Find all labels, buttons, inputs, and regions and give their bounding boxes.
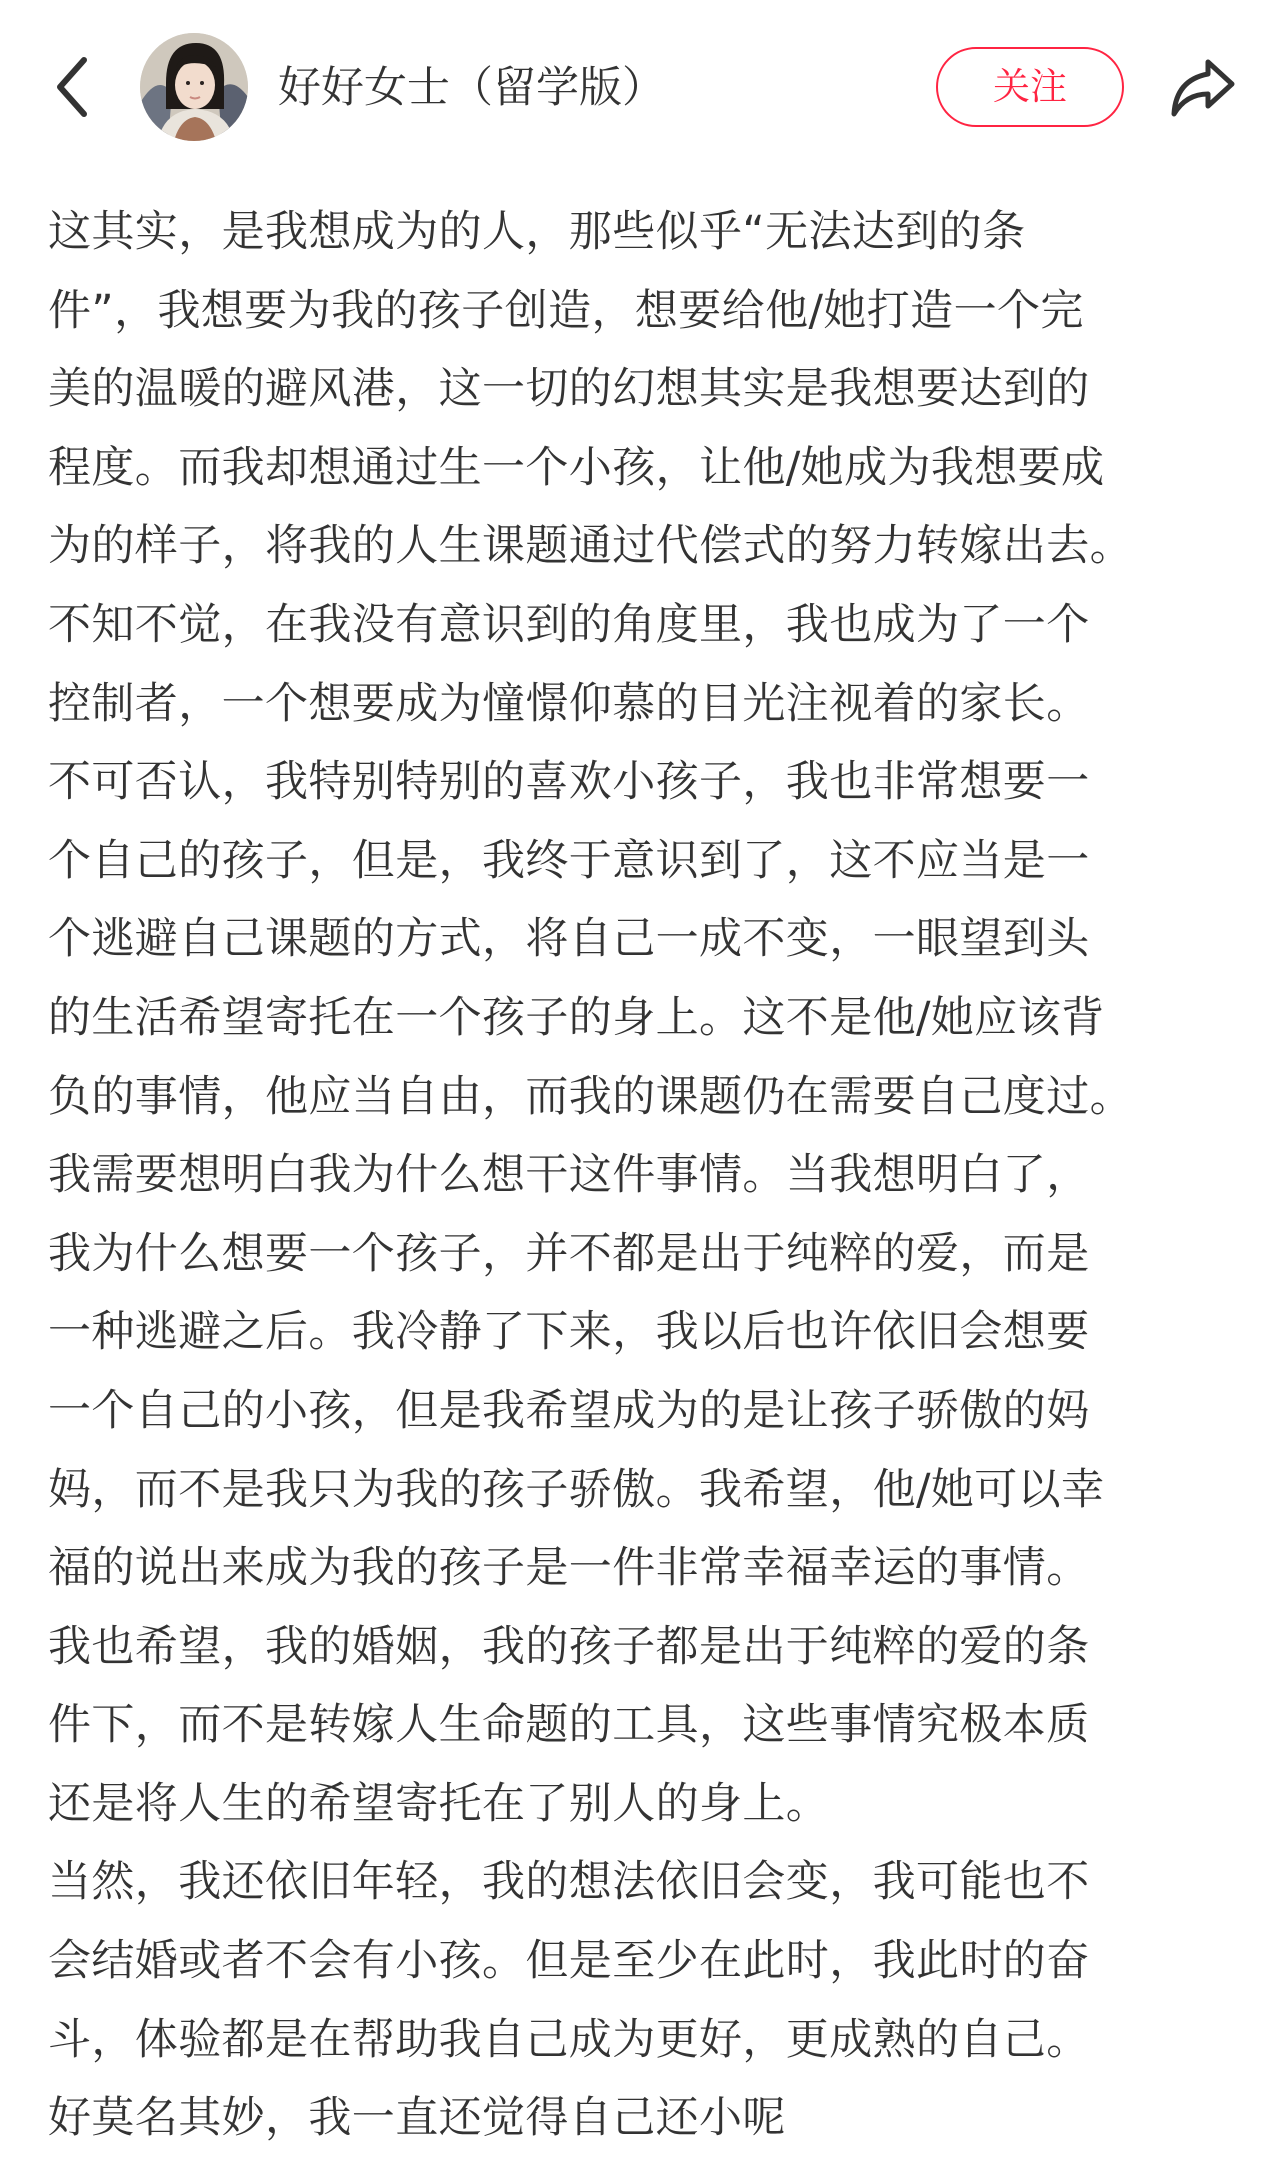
note-body: [48, 193, 1248, 2158]
text-line: 斗，体验都是在帮助我自己成为更好，更成熟的自己。: [48, 2014, 1090, 2065]
text-line: 件”，我想要为我的孩子创造，想要给他/她打造一个完: [48, 285, 1084, 336]
chevron-left-icon: [50, 52, 96, 122]
text-line: 这其实，是我想成为的人，那些似乎“无法达到的条: [48, 207, 1026, 257]
text-line: 负的事情，他应当自由，而我的课题仍在需要自己度过。: [48, 1071, 1133, 1122]
text-line: 件下，而不是转嫁人生命题的工具，这些事情究极本质: [48, 1700, 1090, 1751]
text-line: 还是将人生的希望寄托在了别人的身上。: [48, 1778, 830, 1829]
text-line: 美的温暖的避风港，这一切的幻想其实是我想要达到的: [48, 364, 1090, 415]
text-line: 我也希望，我的婚姻，我的孩子都是出于纯粹的爱的条: [48, 1621, 1090, 1672]
text-line: 控制者，一个想要成为憧憬仰慕的目光注视着的家长。: [48, 678, 1090, 729]
text-line: 不知不觉，在我没有意识到的角度里，我也成为了一个: [48, 599, 1090, 650]
follow-button[interactable]: 关注: [936, 47, 1124, 127]
share-button[interactable]: [1168, 56, 1238, 120]
text-line: 程度。而我却想通过生一个小孩，让他/她成为我想要成: [48, 442, 1105, 493]
text-line: 个自己的孩子，但是，我终于意识到了，这不应当是一: [48, 835, 1090, 886]
text-line: 的生活希望寄托在一个孩子的身上。这不是他/她应该背: [48, 992, 1105, 1043]
text-line: 个逃避自己课题的方式，将自己一成不变，一眼望到头: [48, 914, 1090, 965]
text-line: 一种逃避之后。我冷静了下来，我以后也许依旧会想要: [48, 1307, 1090, 1358]
author-name[interactable]: 好好女士（留学版）: [278, 63, 665, 113]
top-bar: [0, 0, 1284, 176]
back-button[interactable]: [50, 52, 96, 122]
text-line: 好莫名其妙，我一直还觉得自己还小呢: [48, 2093, 786, 2144]
text-line: 为的样子，将我的人生课题通过代偿式的努力转嫁出去。: [48, 521, 1133, 572]
author-avatar[interactable]: [140, 33, 248, 141]
text-line: 我为什么想要一个孩子，并不都是出于纯粹的爱，而是: [48, 1228, 1090, 1279]
share-arrow-icon: [1168, 56, 1238, 120]
text-line: 妈，而不是我只为我的孩子骄傲。我希望，他/她可以幸: [48, 1464, 1105, 1515]
text-line: 当然，我还依旧年轻，我的想法依旧会变，我可能也不: [48, 1857, 1090, 1908]
text-line: 福的说出来成为我的孩子是一件非常幸福幸运的事情。: [48, 1543, 1090, 1594]
text-line: 不可否认，我特别特别的喜欢小孩子，我也非常想要一: [48, 757, 1090, 808]
text-line: 一个自己的小孩，但是我希望成为的是让孩子骄傲的妈: [48, 1385, 1090, 1436]
avatar-photo: [140, 33, 248, 141]
text-line: 我需要想明白我为什么想干这件事情。当我想明白了，: [48, 1150, 1090, 1201]
text-line: 会结婚或者不会有小孩。但是至少在此时，我此时的奋: [48, 1936, 1090, 1987]
